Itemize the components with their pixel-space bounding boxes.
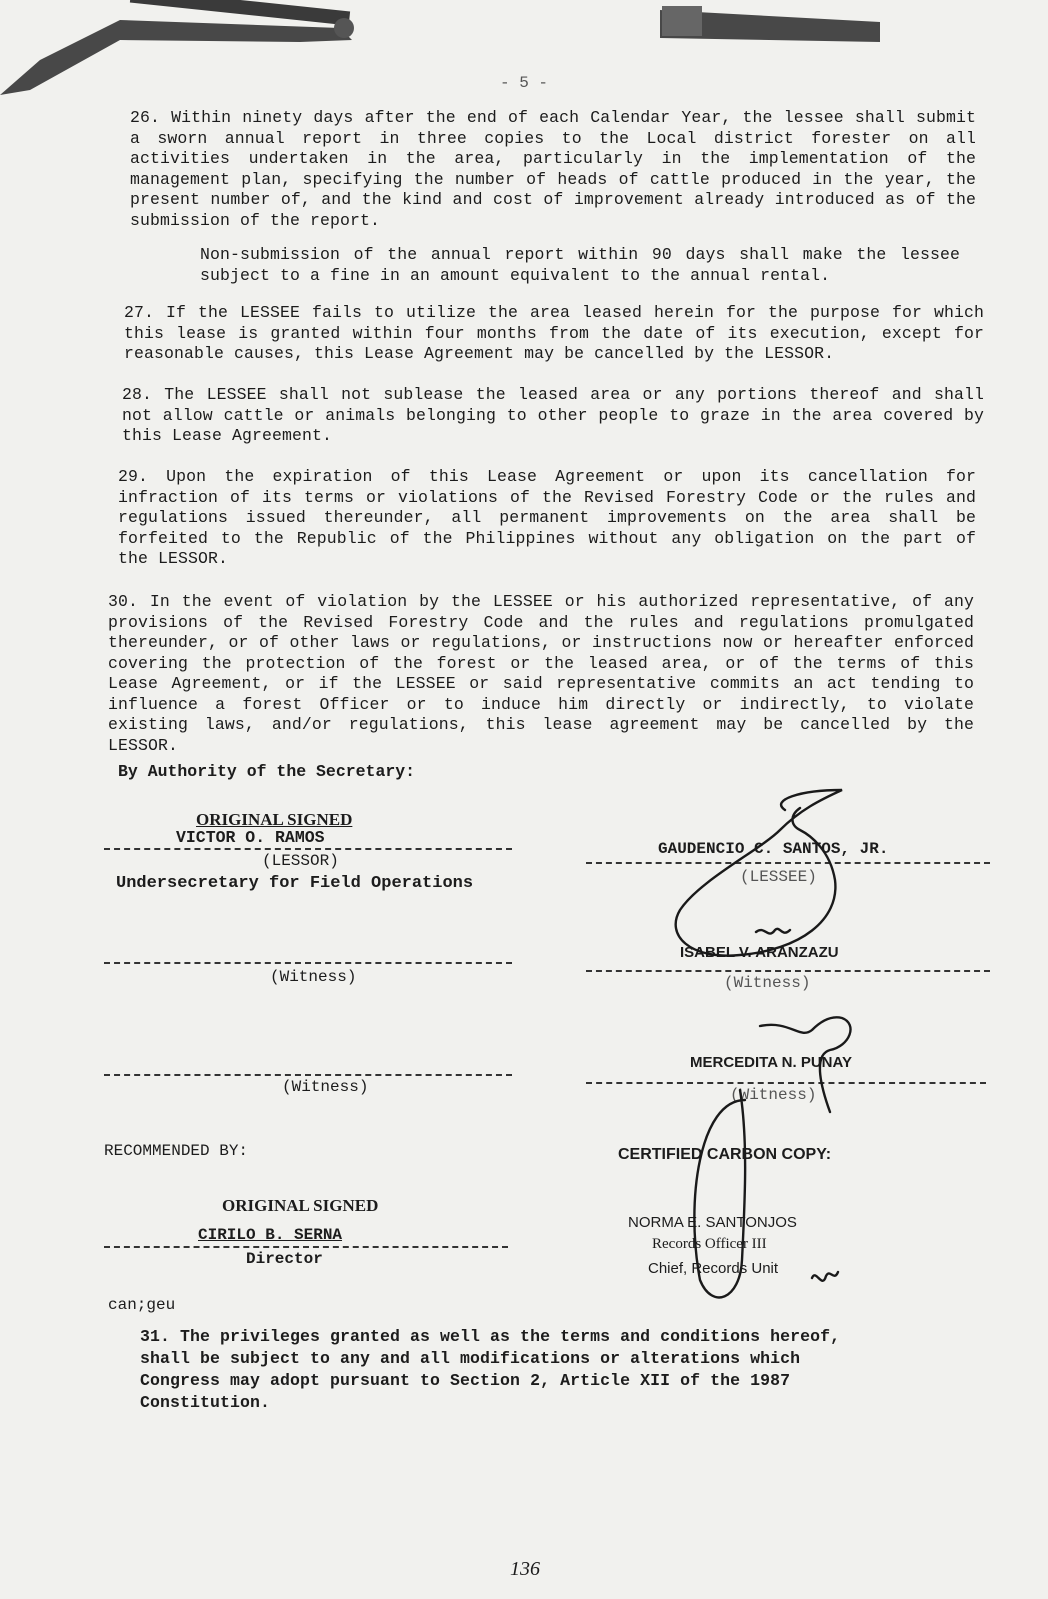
recommended-label: RECOMMENDED BY: [104,1142,249,1160]
certified-label: CERTIFIED CARBON COPY: [618,1146,832,1163]
lessor-original-signed: ORIGINAL SIGNED [196,810,353,829]
binder-clip-shadows [0,0,1048,120]
witness-left-1-label: (Witness) [270,968,357,986]
lessee-role: (LESSEE) [740,868,817,886]
recommended-title: Director [246,1250,323,1268]
certified-unit: Chief, Records Unit [648,1260,779,1277]
witness-left-1-line [104,962,512,964]
witness-right-1-role: (Witness) [724,974,811,992]
recommended-original-signed: ORIGINAL SIGNED [222,1196,379,1215]
page-number: - 5 - [499,74,548,92]
footer-page-number: 136 [510,1558,540,1580]
lessee-name: GAUDENCIO C. SANTOS, JR. [658,840,889,858]
authority-line: By Authority of the Secretary: [118,762,416,781]
paragraph-26: 26. Within ninety days after the end of each Calendar Year, the lessee shall submit a sworn annual report in three copies to the Local district forester on all activities undertaken in the area, particularly in the implementation of the management plan, specifying the number of heads of cattle produced in the year, the present number of, and the kind and cost of improvement already introduced as of the submission of the report. [130,108,976,230]
witness-right-2-role: (Witness) [730,1086,817,1104]
certified-name: NORMA E. SANTONJOS [628,1214,797,1231]
witness-left-2-line [104,1074,512,1076]
lessee-signature-line [586,862,990,864]
lessor-name: VICTOR O. RAMOS [176,828,325,847]
witness-right-2-line [586,1082,986,1084]
recommended-signature-line [104,1246,508,1248]
lessor-role: (LESSOR) [262,852,339,870]
witness-right-2-name: MERCEDITA N. PUNAY [690,1054,852,1071]
lessor-title: Undersecretary for Field Operations [116,874,474,893]
paragraph-31: 31. The privileges granted as well as the terms and conditions hereof, shall be subject to any and all modifications or alterations which Congress may adopt pursuant to Section 2, Article XII of the 1987 Constitution. [140,1327,841,1412]
witness-left-2-label: (Witness) [282,1078,369,1096]
witness-right-1-name: ISABEL V. ARANZAZU [680,944,839,961]
witness-right-1-line [586,970,990,972]
typist-initials: can;geu [108,1296,176,1314]
paragraph-27: 27. If the LESSEE fails to utilize the area leased herein for the purpose for which this lease is granted within four months from the date of its execution, except for reasonable causes, this Lease Agreement may be cancelled by the LESSOR. [124,303,984,363]
paragraph-30: 30. In the event of violation by the LESSEE or his authorized representative, of any provisions of the Revised Forestry Code and the rules and regulations promulgated thereunder, or of other laws or regulations, or instructions now or hereafter enforced covering the protection of the forest or the leased area, or of the terms of this Lease Agreement, or if the LESSEE or said representative commits an act tending to influence a forest Officer or to induce him directly or indirectly, to violate existing laws, and/or regulations, this lease agreement may be cancelled by the LESSOR. [108,592,974,755]
paragraph-29: 29. Upon the expiration of this Lease Agreement or upon its cancellation for infraction of its terms or violations of the Revised Forestry Code or the rules and regulations issued thereunder, all permanent improvements on the area shall be forfeited to the Republic of the Philippines without any obligation on the part of the LESSOR. [118,467,976,568]
paragraph-28: 28. The LESSEE shall not sublease the leased area or any portions thereof and shall not allow cattle or animals belonging to other people to graze in the area covered by this Lease Agreement. [122,385,984,445]
certified-position: Records Officer III [652,1236,767,1252]
lessor-signature-line [104,848,512,850]
recommended-name: CIRILO B. SERNA [198,1226,343,1244]
paragraph-26-penalty: Non-submission of the annual report within 90 days shall make the lessee subject to a fine in an amount equivalent to the annual rental. [200,245,960,285]
